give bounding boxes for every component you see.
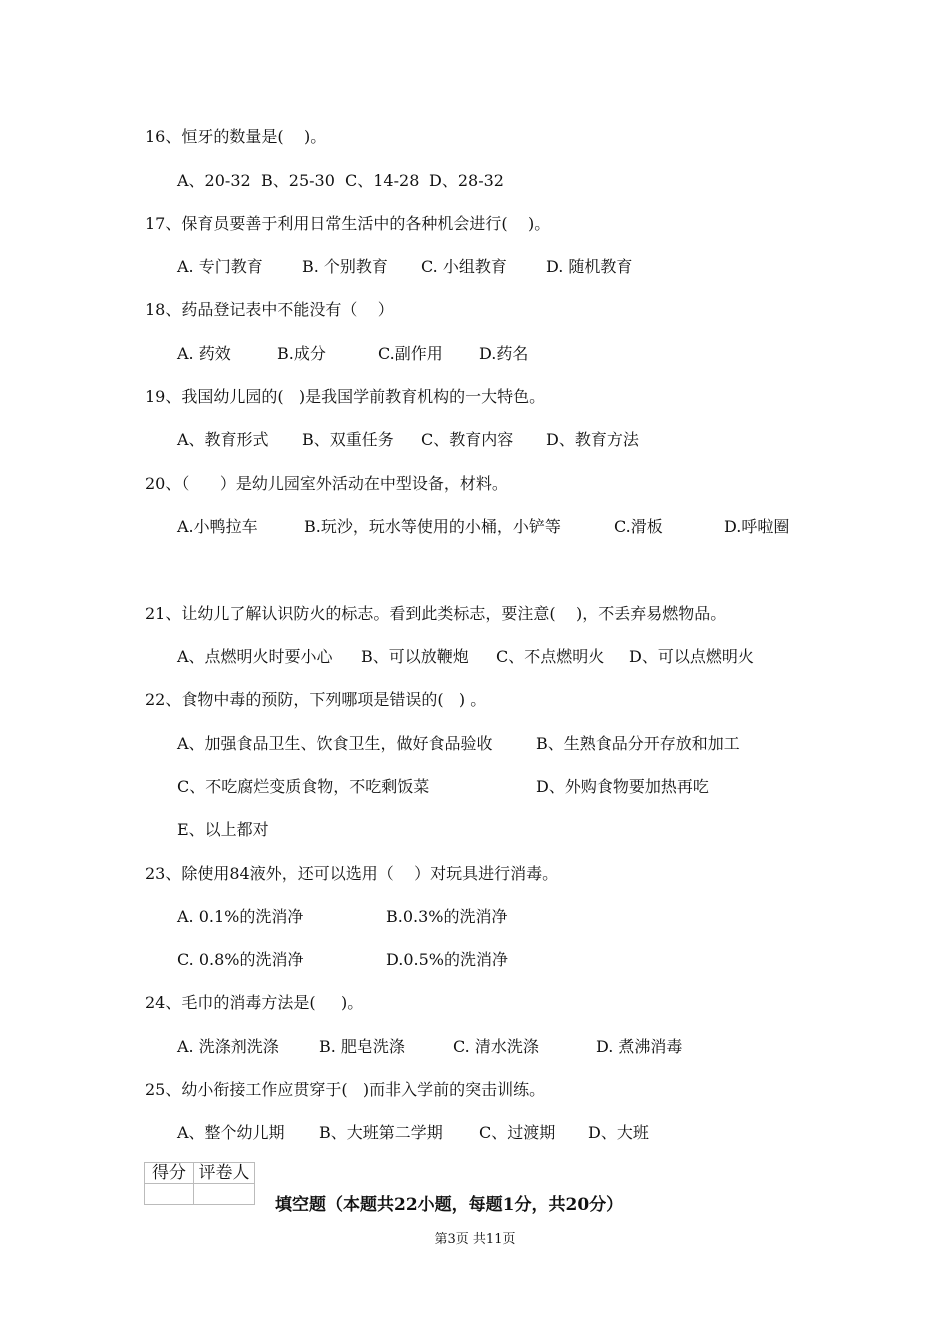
option-22-b: B、生熟食品分开存放和加工 bbox=[536, 734, 740, 753]
option-20-c: C.滑板 bbox=[614, 517, 663, 536]
option-24-d: D. 煮沸消毒 bbox=[596, 1037, 683, 1056]
option-22-a: A、加强食品卫生、饮食卫生，做好食品验收 bbox=[177, 734, 493, 753]
option-21-b: B、可以放鞭炮 bbox=[361, 647, 469, 666]
option-17-c: C. 小组教育 bbox=[421, 257, 507, 276]
option-18-b: B.成分 bbox=[277, 344, 326, 363]
option-19-a: A、教育形式 bbox=[177, 430, 269, 449]
option-24-c: C. 清水洗涤 bbox=[453, 1037, 539, 1056]
question-16-stem: 16、恒牙的数量是( )。 bbox=[145, 127, 327, 146]
option-25-a: A、整个幼儿期 bbox=[177, 1123, 285, 1142]
option-16-c: C、14-28 bbox=[345, 171, 420, 190]
option-20-b: B.玩沙，玩水等使用的小桶，小铲等 bbox=[304, 517, 561, 536]
option-20-d: D.呼啦圈 bbox=[724, 517, 790, 536]
question-17-stem: 17、保育员要善于利用日常生活中的各种机会进行( )。 bbox=[145, 214, 551, 233]
score-label: 得分 bbox=[145, 1163, 194, 1184]
option-19-c: C、教育内容 bbox=[421, 430, 514, 449]
question-21-stem: 21、让幼儿了解认识防火的标志。看到此类标志，要注意( )，不丢弃易燃物品。 bbox=[145, 604, 727, 623]
option-23-b: B.0.3%的洗消净 bbox=[386, 907, 508, 926]
question-25-stem: 25、幼小衔接工作应贯穿于( )而非入学前的突击训练。 bbox=[145, 1080, 546, 1099]
grader-cell bbox=[194, 1184, 255, 1205]
option-17-b: B. 个别教育 bbox=[302, 257, 388, 276]
question-22-stem: 22、食物中毒的预防，下列哪项是错误的( ) 。 bbox=[145, 690, 487, 709]
option-25-b: B、大班第二学期 bbox=[319, 1123, 443, 1142]
question-23-stem: 23、除使用84液外，还可以选用（ ）对玩具进行消毒。 bbox=[145, 864, 559, 883]
question-19-stem: 19、我国幼儿园的( )是我国学前教育机构的一大特色。 bbox=[145, 387, 546, 406]
option-24-a: A. 洗涤剂洗涤 bbox=[177, 1037, 279, 1056]
option-25-c: C、过渡期 bbox=[479, 1123, 556, 1142]
option-22-e: E、以上都对 bbox=[177, 820, 269, 839]
option-22-d: D、外购食物要加热再吃 bbox=[536, 777, 709, 796]
option-17-d: D. 随机教育 bbox=[546, 257, 633, 276]
option-25-d: D、大班 bbox=[588, 1123, 649, 1142]
option-16-a: A、20-32 bbox=[177, 171, 251, 190]
score-box bbox=[144, 1162, 255, 1205]
option-24-b: B. 肥皂洗涤 bbox=[319, 1037, 405, 1056]
option-16-b: B、25-30 bbox=[261, 171, 335, 190]
option-19-d: D、教育方法 bbox=[546, 430, 639, 449]
page-footer: 第3页 共11页 bbox=[434, 1232, 516, 1247]
option-23-d: D.0.5%的洗消净 bbox=[386, 950, 508, 969]
option-22-c: C、不吃腐烂变质食物，不吃剩饭菜 bbox=[177, 777, 430, 796]
option-17-a: A. 专门教育 bbox=[177, 257, 263, 276]
option-16-d: D、28-32 bbox=[429, 171, 504, 190]
question-18-stem: 18、药品登记表中不能没有（ ） bbox=[145, 300, 394, 319]
grader-label: 评卷人 bbox=[194, 1163, 255, 1184]
option-20-a: A.小鸭拉车 bbox=[177, 517, 258, 536]
option-19-b: B、双重任务 bbox=[302, 430, 394, 449]
option-21-d: D、可以点燃明火 bbox=[629, 647, 754, 666]
option-18-c: C.副作用 bbox=[378, 344, 443, 363]
option-23-a: A. 0.1%的洗消净 bbox=[177, 907, 304, 926]
question-24-stem: 24、毛巾的消毒方法是( )。 bbox=[145, 993, 364, 1012]
option-21-c: C、不点燃明火 bbox=[496, 647, 605, 666]
score-cell bbox=[145, 1184, 194, 1205]
option-23-c: C. 0.8%的洗消净 bbox=[177, 950, 304, 969]
option-21-a: A、点燃明火时要小心 bbox=[177, 647, 333, 666]
option-18-d: D.药名 bbox=[479, 344, 529, 363]
option-18-a: A. 药效 bbox=[177, 344, 231, 363]
section-title: 填空题（本题共22小题，每题1分，共20分） bbox=[275, 1195, 624, 1215]
question-20-stem: 20、（ ）是幼儿园室外活动在中型设备，材料。 bbox=[145, 474, 508, 493]
